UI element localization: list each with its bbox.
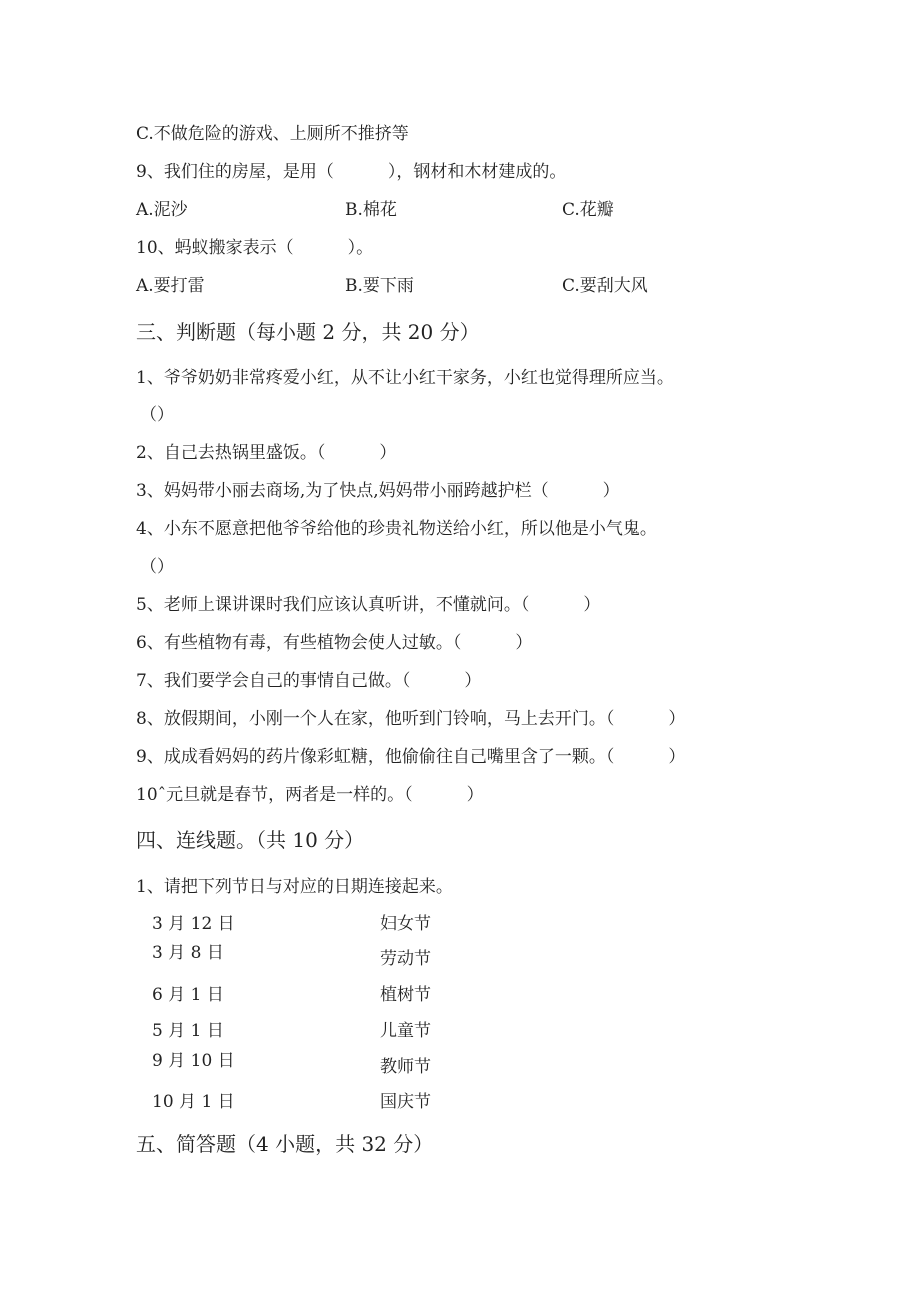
judge-item-4-bracket: （） [140, 557, 174, 577]
date-4: 5 月 1 日 [152, 1021, 224, 1041]
festival-6: 国庆节 [380, 1092, 431, 1112]
date-2: 3 月 8 日 [152, 943, 224, 963]
festival-2: 劳动节 [380, 949, 431, 969]
date-1: 3 月 12 日 [152, 914, 235, 934]
judge-item-4: 4、小东不愿意把他爷爷给他的珍贵礼物送给小红，所以他是小气鬼。 [136, 519, 657, 539]
date-5: 9 月 10 日 [152, 1051, 235, 1071]
judge-item-1-bracket: （） [140, 405, 174, 425]
festival-5: 教师节 [380, 1057, 431, 1077]
question-9-option-b: B.棉花 [345, 200, 397, 220]
festival-1: 妇女节 [380, 914, 431, 934]
section-4-title: 四、连线题。（共 10 分） [136, 828, 365, 852]
matching-question: 1、请把下列节日与对应的日期连接起来。 [136, 877, 453, 897]
date-6: 10 月 1 日 [152, 1092, 235, 1112]
question-9-option-c-prev: C.不做危险的游戏、上厕所不推挤等 [136, 124, 409, 144]
judge-item-8: 8、放假期间，小刚一个人在家，他听到门铃响，马上去开门。（ ） [136, 709, 686, 729]
festival-4: 儿童节 [380, 1021, 431, 1041]
judge-item-6: 6、有些植物有毒，有些植物会使人过敏。（ ） [136, 633, 533, 653]
section-3-title: 三、判断题（每小题 2 分，共 20 分） [136, 320, 480, 344]
question-9: 9、我们住的房屋，是用（ ），钢材和木材建成的。 [136, 162, 567, 182]
date-3: 6 月 1 日 [152, 985, 224, 1005]
judge-item-3: 3、妈妈带小丽去商场,为了快点,妈妈带小丽跨越护栏（ ） [136, 481, 620, 501]
question-9-option-c: C.花瓣 [562, 200, 614, 220]
question-10-option-c: C.要刮大风 [562, 276, 648, 296]
question-10: 10、蚂蚁搬家表示（ ）。 [136, 238, 374, 258]
judge-item-9: 9、成成看妈妈的药片像彩虹糖，他偷偷往自己嘴里含了一颗。（ ） [136, 747, 686, 767]
judge-item-1: 1、爷爷奶奶非常疼爱小红，从不让小红干家务，小红也觉得理所应当。 [136, 368, 674, 388]
question-9-option-a: A.泥沙 [136, 200, 188, 220]
festival-3: 植树节 [380, 985, 431, 1005]
judge-item-7: 7、我们要学会自己的事情自己做。（ ） [136, 671, 482, 691]
question-10-option-b: B.要下雨 [345, 276, 414, 296]
judge-item-2: 2、自己去热锅里盛饭。（ ） [136, 443, 397, 463]
question-10-option-a: A.要打雷 [136, 276, 205, 296]
section-5-title: 五、简答题（4 小题，共 32 分） [136, 1132, 434, 1156]
judge-item-10: 10ˆ元旦就是春节，两者是一样的。（ ） [136, 785, 484, 805]
judge-item-5: 5、老师上课讲课时我们应该认真听讲，不懂就问。（ ） [136, 595, 601, 615]
